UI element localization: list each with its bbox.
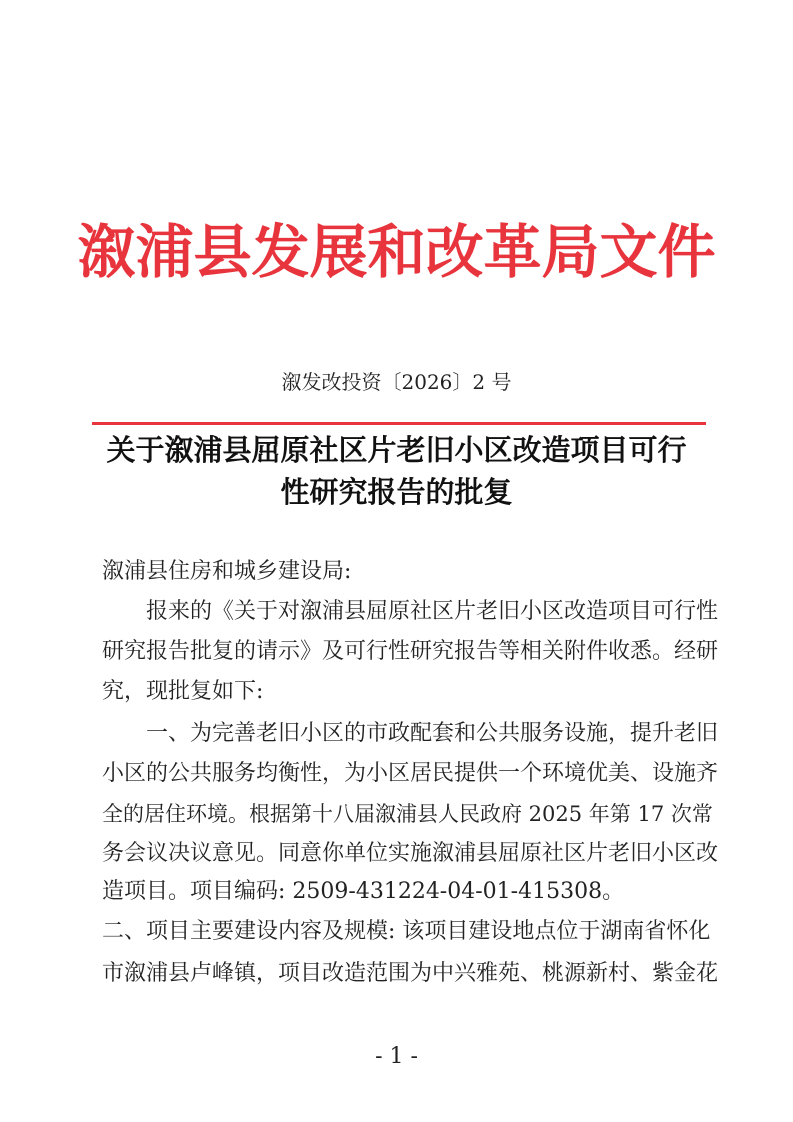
subject-title-line-2: 性研究报告的批复 [280, 475, 513, 509]
red-divider-line [92, 422, 706, 425]
body-paragraph-line: 市溆浦县卢峰镇，项目改造范围为中兴雅苑、桃源新村、紫金花 [102, 961, 719, 986]
page-number: - 1 - [375, 1044, 418, 1069]
body-paragraph-line: 造项目。项目编码: 2509-431224-04-01-415308。 [102, 879, 625, 904]
subject-title-line-1: 关于溆浦县屈原社区片老旧小区改造项目可行 [106, 433, 687, 467]
body-paragraph-line: 小区的公共服务均衡性，为小区居民提供一个环境优美、设施齐 [102, 761, 719, 786]
body-paragraph-line: 报来的《关于对溆浦县屈原社区片老旧小区改造项目可行性 [146, 599, 719, 624]
body-paragraph-line: 研究报告批复的请示》及可行性研究报告等相关附件收悉。经研 [102, 639, 719, 664]
addressee-line: 溆浦县住房和城乡建设局: [102, 559, 352, 584]
body-paragraph-line: 究，现批复如下: [102, 679, 264, 704]
body-paragraph-line: 全的居住环境。根据第十八届溆浦县人民政府 2025 年第 17 次常 [102, 802, 713, 826]
body-paragraph-line: 二、项目主要建设内容及规模: 该项目建设地点位于湖南省怀化 [102, 919, 711, 944]
document-number: 溆发改投资〔2026〕2 号 [281, 370, 512, 394]
document-header-title: 溆浦县发展和改革局文件 [77, 218, 716, 286]
body-paragraph-line: 一、为完善老旧小区的市政配套和公共服务设施，提升老旧 [146, 721, 719, 746]
body-paragraph-line: 务会议决议意见。同意你单位实施溆浦县屈原社区片老旧小区改 [102, 841, 719, 866]
